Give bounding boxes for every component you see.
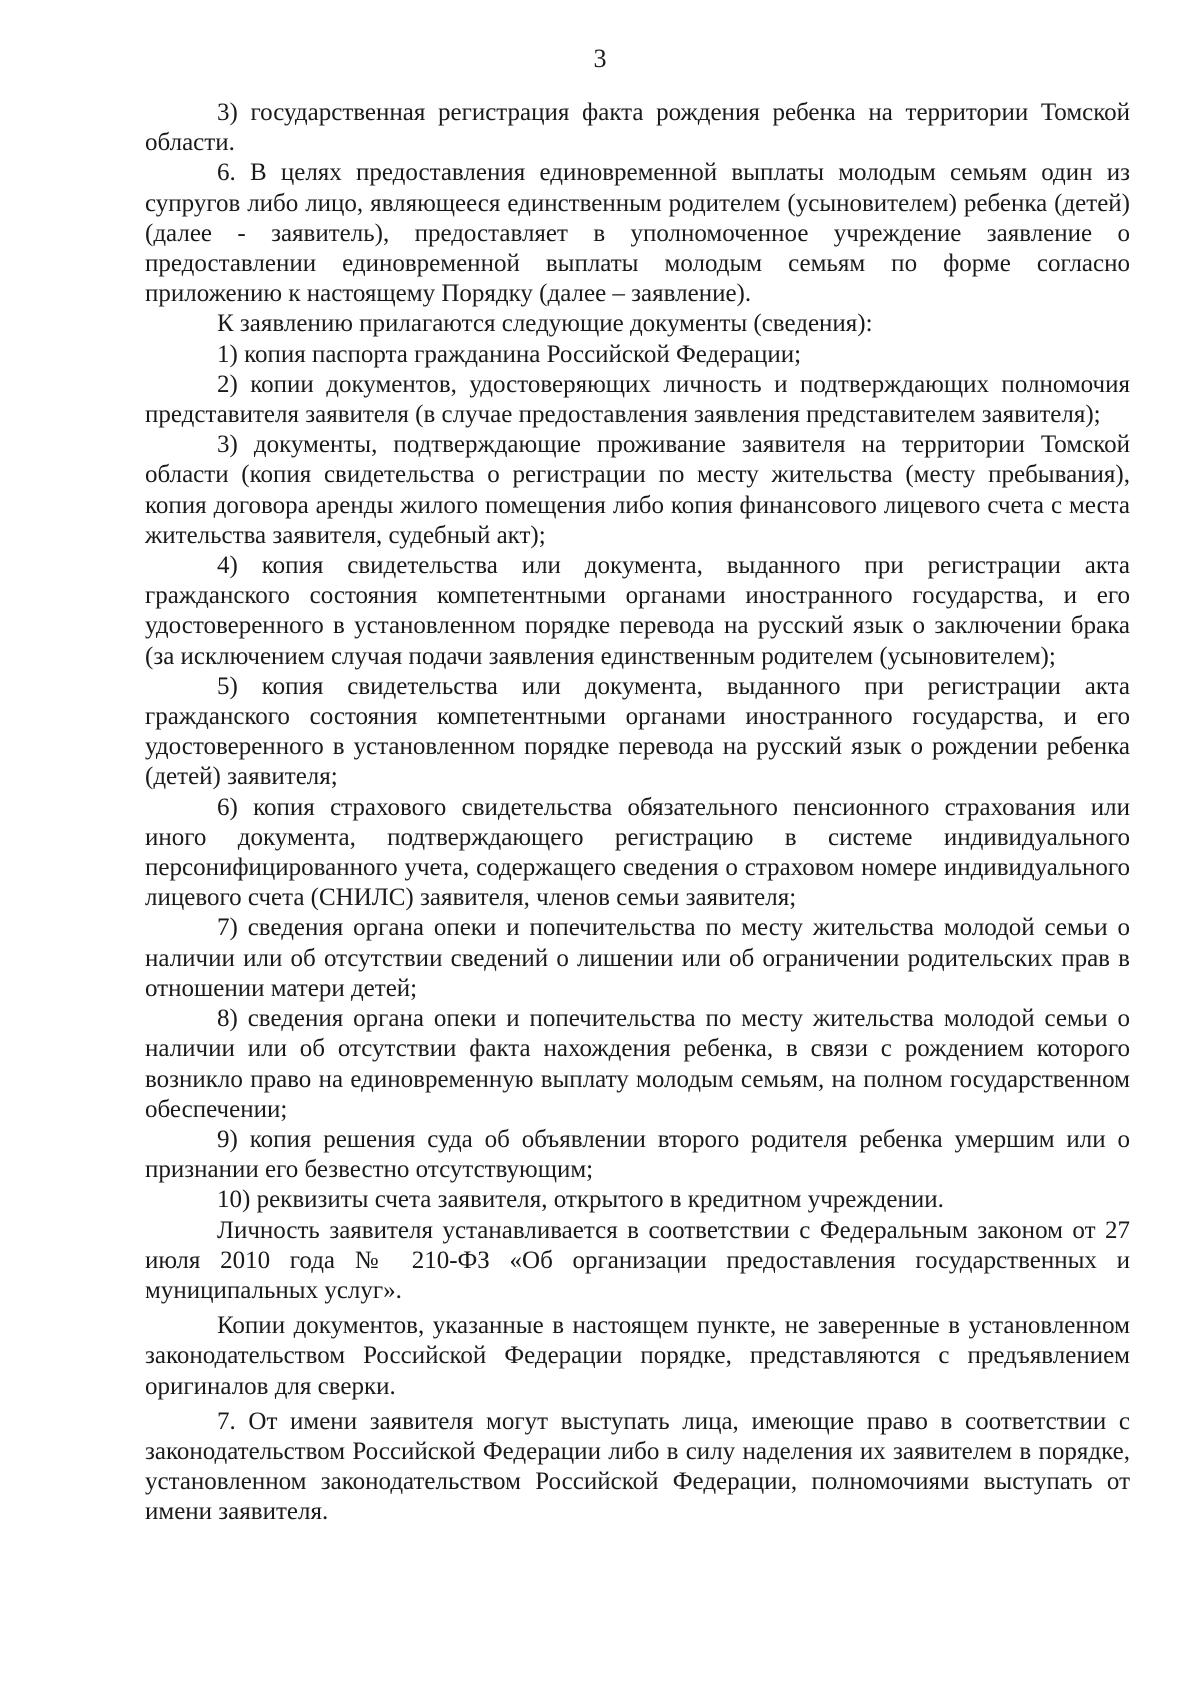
list-item-9-court-decision: 9) копия решения суда об объявлении второго родителя ребенка умершим или о признании его безвестно отсутствующим; [145, 1125, 1130, 1184]
list-item-8-guardianship-state-support: 8) сведения органа опеки и попечительства по месту жительства молодой семьи о наличии или об отсутствии факта нахождения ребенка, в связи с рождением которого возникло право на единовременную выплату молодым семьям, на полном государственном обеспечении; [145, 1005, 1130, 1123]
paragraph-documents-intro: К заявлению прилагаются следующие документы (сведения): [217, 310, 873, 338]
list-item-6-snils: 6) копия страхового свидетельства обязательного пенсионного страхования или иного документа, подтверждающего регистрацию в системе индивидуального персонифицированного учета, содержащего сведения о страховом номере индивидуального лицевого счета (СНИЛС) заявителя, членов семьи заявителя; [145, 793, 1130, 912]
list-item-7-guardianship-rights: 7) сведения органа опеки и попечительства по месту жительства молодой семьи о наличии или об отсутствии сведений о лишении или об ограничении родительских прав в отношении матери детей; [145, 914, 1130, 1002]
list-item-2-representative-documents: 2) копии документов, удостоверяющих личность и подтверждающих полномочия представителя заявителя (в случае предоставления заявления представителем заявителя); [145, 370, 1130, 429]
list-item-3-residence-documents: 3) документы, подтверждающие проживание заявителя на территории Томской области (копия свидетельства о регистрации по месту жительства (месту пребывания), копия договора аренды жилого помещения либо копия финансового лицевого счета с места жительства заявителя, судебный акт); [145, 431, 1130, 549]
paragraph-identity-law: Личность заявителя устанавливается в соответствии с Федеральным законом от 27 июля 2010 года № 210-ФЗ «Об организации предоставления государственных и муниципальных услуг». [145, 1216, 1130, 1304]
paragraph-clause-6: 6. В целях предоставления единовременной выплаты молодым семьям один из супругов либо лицо, являющееся единственным родителем (усыновителем) ребенка (детей) (далее - заявитель), предоставляет в уполномоченное учреждение заявление о предоставлении единовременной выплаты молодым семьям по форме согласно приложению к настоящему Порядку (далее – заявление). [145, 159, 1130, 308]
document-body [145, 98, 1130, 1528]
page-number: 3 [593, 44, 607, 73]
paragraph-document-copies: Копии документов, указанные в настоящем пункте, не заверенные в установленном законодательством Российской Федерации порядке, представляются с предъявлением оригиналов для сверки. [145, 1312, 1130, 1400]
paragraph-item-3-birth-registration: 3) государственная регистрация факта рождения ребенка на территории Томской области. [145, 99, 1130, 157]
list-item-4-marriage-certificate: 4) копия свидетельства или документа, выданного при регистрации акта гражданского состояния компетентными органами иностранного государства, и его удостоверенного в установленном порядке перевода на русский язык о заключении брака (за исключением случая подачи заявления единственным родителем (усыновителем); [145, 552, 1130, 670]
list-item-5-birth-certificate: 5) копия свидетельства или документа, выданного при регистрации акта гражданского состояния компетентными органами иностранного государства, и его удостоверенного в установленном порядке перевода на русский язык о рождении ребенка (детей) заявителя; [145, 672, 1130, 791]
paragraph-clause-7: 7. От имени заявителя могут выступать лица, имеющие право в соответствии с законодательством Российской Федерации либо в силу наделения их заявителем в порядке, установленном законодательством Российской Федерации, полномочиями выступать от имени заявителя. [145, 1407, 1130, 1526]
list-item-1-passport: 1) копия паспорта гражданина Российской Федерации; [217, 340, 802, 368]
list-item-10-bank-details: 10) реквизиты счета заявителя, открытого в кредитном учреждении. [217, 1186, 944, 1214]
